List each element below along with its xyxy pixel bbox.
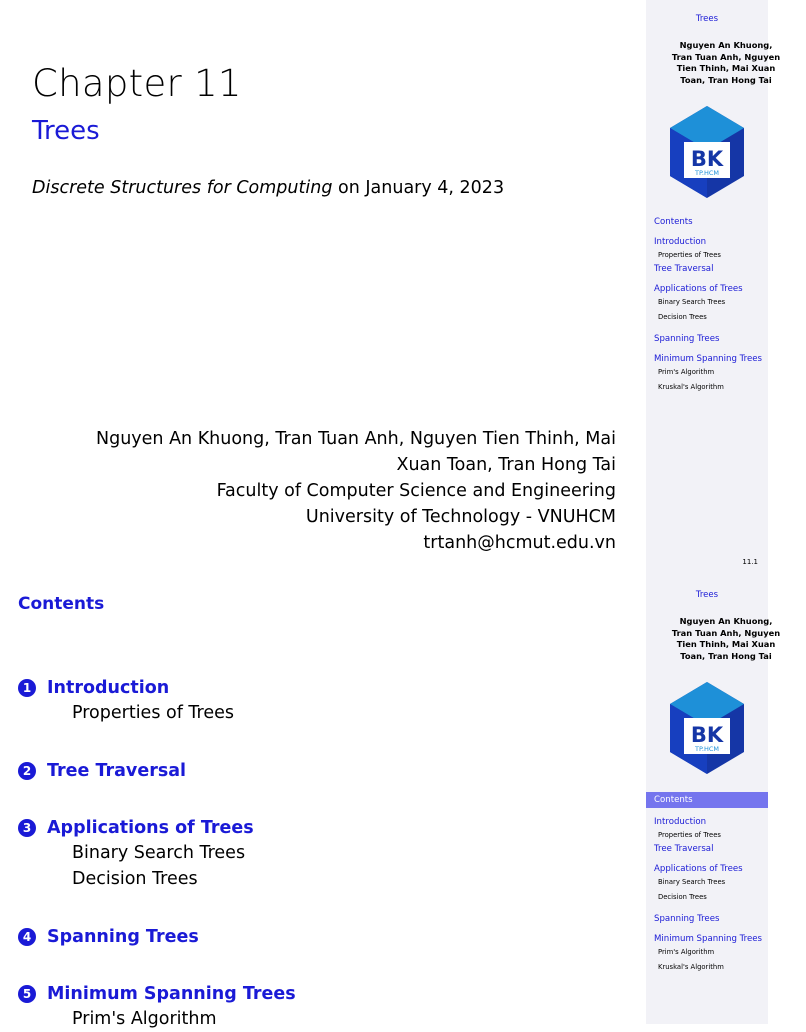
nav-introduction[interactable]: Introduction (654, 237, 707, 247)
author-block (16, 426, 616, 556)
sidebar (646, 0, 781, 576)
nav-decision[interactable]: Decision Trees (658, 893, 707, 901)
bk-logo (668, 104, 746, 200)
section-title: Introduction (47, 678, 170, 698)
section-title: Applications of Trees (47, 818, 254, 838)
sidebar-author-line: Nguyen An Khuong, (679, 40, 773, 50)
section-number: 5 (18, 985, 36, 1003)
nav-properties[interactable]: Properties of Trees (658, 831, 721, 839)
sidebar-title[interactable]: Trees (695, 14, 719, 24)
nav-contents[interactable]: Contents (654, 217, 693, 227)
sidebar-author-line: Tien Thinh, Mai Xuan (676, 639, 776, 649)
sidebar-author-line: Nguyen An Khuong, (679, 616, 773, 626)
nav-applications[interactable]: Applications of Trees (654, 864, 743, 874)
toc-section-applications[interactable] (18, 816, 296, 840)
section-title: Tree Traversal (47, 761, 187, 781)
authors-line-1: Nguyen An Khuong, Tran Tuan Anh, Nguyen Tien Thinh, Mai (96, 429, 616, 449)
section-number: 3 (18, 819, 36, 837)
toc-section-spanning[interactable] (18, 925, 296, 949)
sidebar-author-line: Toan, Tran Hong Tai (680, 74, 772, 85)
toc-subsection[interactable]: Prim's Algorithm (72, 1009, 217, 1029)
nav-mst[interactable]: Minimum Spanning Trees (654, 934, 763, 944)
section-title: Spanning Trees (47, 927, 199, 947)
course-dateline (32, 178, 504, 198)
nav-prim[interactable]: Prim's Algorithm (658, 368, 715, 376)
course-name: Discrete Structures for Computing (32, 178, 333, 198)
section-number: 4 (18, 928, 36, 946)
toc-section-traversal[interactable] (18, 759, 296, 783)
toc-subsection[interactable]: Decision Trees (72, 869, 198, 889)
sidebar-author-line: Tran Tuan Anh, Nguyen (671, 627, 781, 638)
nav-prim[interactable]: Prim's Algorithm (658, 948, 715, 956)
nav-spanning[interactable]: Spanning Trees (654, 914, 720, 924)
toc-subsection[interactable]: Binary Search Trees (72, 843, 246, 863)
nav-spanning[interactable]: Spanning Trees (654, 334, 720, 344)
section-number: 2 (18, 762, 36, 780)
chapter-heading: Chapter 11 (32, 62, 242, 105)
toc-section-introduction[interactable] (18, 676, 296, 700)
section-number: 1 (18, 679, 36, 697)
nav-tree-traversal[interactable]: Tree Traversal (654, 264, 714, 274)
nav-bst[interactable]: Binary Search Trees (658, 878, 726, 886)
nav-applications[interactable]: Applications of Trees (654, 284, 743, 294)
nav-mst[interactable]: Minimum Spanning Trees (654, 354, 763, 364)
logo-subtext: TP.HCM (695, 745, 719, 753)
table-of-contents (18, 676, 296, 1032)
nav-introduction[interactable]: Introduction (654, 817, 707, 827)
logo-text: BK (690, 147, 724, 171)
sidebar-author-line: Tien Thinh, Mai Xuan (676, 63, 776, 73)
email: trtanh@hcmut.edu.vn (423, 533, 616, 553)
nav-kruskal[interactable]: Kruskal's Algorithm (658, 963, 724, 971)
university: University of Technology - VNUHCM (305, 507, 616, 527)
nav-bst[interactable]: Binary Search Trees (658, 298, 726, 306)
sidebar-authors (646, 40, 806, 86)
sidebar-author-line: Tran Tuan Anh, Nguyen (671, 51, 781, 62)
contents-slide (0, 576, 781, 1029)
sidebar-author-line: Toan, Tran Hong Tai (680, 650, 772, 661)
toc-subsection[interactable]: Properties of Trees (72, 703, 235, 723)
nav-kruskal[interactable]: Kruskal's Algorithm (658, 383, 724, 391)
sidebar-nav (646, 216, 768, 395)
nav-properties[interactable]: Properties of Trees (658, 251, 721, 259)
chapter-subtitle: Trees (32, 116, 100, 146)
nav-tree-traversal[interactable]: Tree Traversal (654, 844, 714, 854)
logo-subtext: TP.HCM (695, 169, 719, 177)
slide-main (0, 576, 646, 1029)
nav-decision[interactable]: Decision Trees (658, 313, 707, 321)
date-text: on January 4, 2023 (338, 178, 505, 198)
page-number: 11.1 (742, 558, 758, 566)
sidebar-nav (646, 792, 768, 975)
contents-title: Contents (18, 594, 105, 614)
sidebar (646, 576, 781, 1024)
faculty: Faculty of Computer Science and Engineering (216, 481, 616, 501)
bk-logo (668, 680, 746, 776)
logo-text: BK (690, 723, 724, 747)
nav-contents[interactable]: Contents (646, 792, 768, 808)
slide-main (0, 0, 646, 576)
section-title: Minimum Spanning Trees (47, 984, 296, 1004)
authors-line-2: Xuan Toan, Tran Hong Tai (396, 455, 616, 475)
sidebar-authors (646, 616, 806, 662)
toc-section-mst[interactable] (18, 982, 296, 1006)
sidebar-title[interactable]: Trees (695, 590, 719, 600)
